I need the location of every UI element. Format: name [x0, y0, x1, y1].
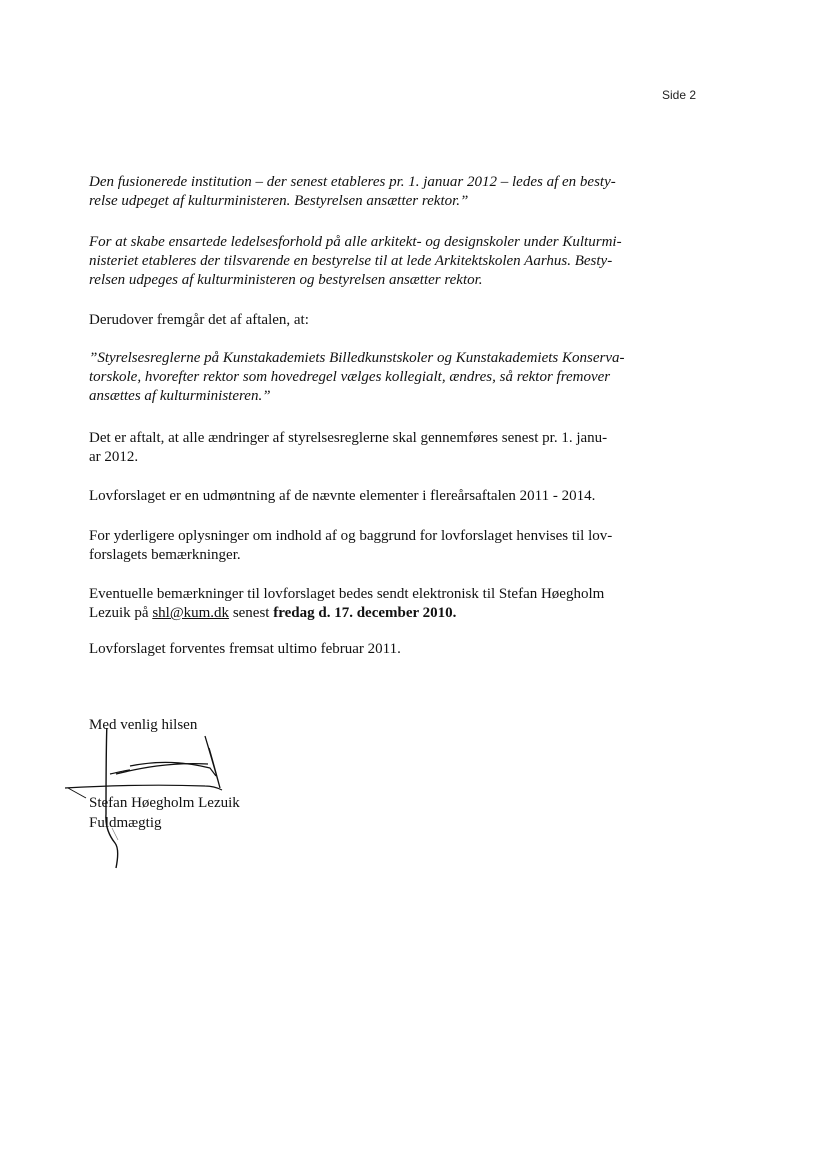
paragraph-expected-submission	[89, 640, 659, 659]
closing-greeting: Med venlig hilsen	[89, 717, 198, 733]
text-line: Den fusionerede institution – der senest etableres pr. 1. januar 2012 – ledes af en besty-	[89, 174, 616, 190]
text-line: For at skabe ensartede ledelsesforhold på alle arkitekt- og designskoler under Kulturmi-	[89, 234, 622, 250]
deadline-date: fredag d. 17. december 2010.	[273, 605, 457, 621]
signer-name: Stefan Høegholm Lezuik	[89, 795, 240, 811]
text-line: ”Styrelsesreglerne på Kunstakademiets Billedkunstskoler og Kunstakademiets Konserva-	[89, 350, 625, 366]
text-line: forslagets bemærkninger.	[89, 547, 241, 563]
text-fragment: Lezuik på	[89, 605, 153, 621]
paragraph-deadline-changes	[89, 429, 659, 467]
quote-paragraph-board	[89, 233, 659, 290]
text-line: relse udpeget af kulturministeren. Bestyrelsen ansætter rektor.”	[89, 193, 469, 209]
text-line: ar 2012.	[89, 449, 139, 465]
text-line: ansættes af kulturministeren.”	[89, 388, 271, 404]
text-line: Eventuelle bemærkninger til lovforslaget bedes sendt elektronisk til Stefan Høegholm	[89, 586, 605, 602]
text-line: Derudover fremgår det af aftalen, at:	[89, 312, 309, 328]
text-line: nisteriet etableres der tilsvarende en bestyrelse til at lede Arkitektskolen Aarhus. Besty-	[89, 253, 613, 269]
text-line: Lovforslaget forventes fremsat ultimo februar 2011.	[89, 641, 401, 657]
paragraph-further-info	[89, 527, 659, 565]
text-line: relsen udpeges af kulturministeren og bestyrelsen ansætter rektor.	[89, 272, 483, 288]
paragraph-agreement-intro	[89, 311, 659, 330]
quote-paragraph-rules	[89, 349, 659, 406]
text-line: Det er aftalt, at alle ændringer af styrelsesreglerne skal gennemføres senest pr. 1. janu-	[89, 430, 608, 446]
text-line	[89, 604, 659, 623]
text-line: torskole, hvorefter rektor som hovedregel vælges kollegialt, ændres, så rektor fremover	[89, 369, 611, 385]
paragraph-implementation	[89, 487, 659, 506]
quote-paragraph-institution	[89, 173, 659, 211]
text-line: Lovforslaget er en udmøntning af de nævnte elementer i flereårsaftalen 2011 - 2014.	[89, 488, 596, 504]
text-line: For yderligere oplysninger om indhold af og baggrund for lovforslaget henvises til lov-	[89, 528, 613, 544]
email-link[interactable]: shl@kum.dk	[152, 605, 230, 621]
page-number: Side 2	[662, 88, 697, 102]
paragraph-comments-submission	[89, 585, 659, 623]
signer-title: Fuldmægtig	[89, 815, 162, 831]
text-fragment: senest	[229, 605, 274, 621]
